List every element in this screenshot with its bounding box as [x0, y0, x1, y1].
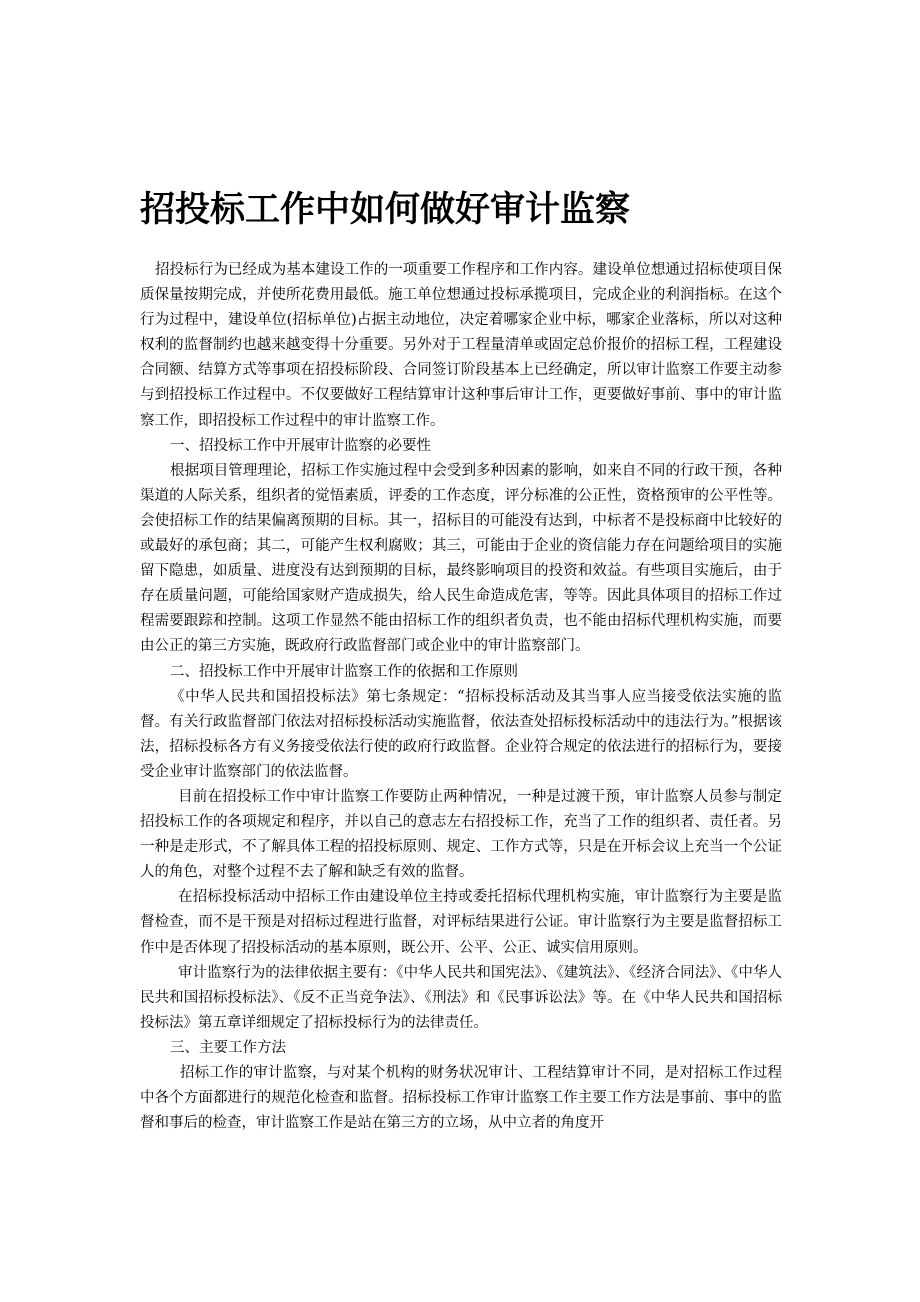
- document-title: 招投标工作中如何做好审计监察: [140, 189, 631, 230]
- paragraph-intro: 招投标行为已经成为基本建设工作的一项重要工作程序和工作内容。建设单位想通过招标使项目保质保量按期完成，并使所花费用最低。施工单位想通过投标承揽项目，完成企业的利润指标。在这个行为过程中，建设单位(招标单位)占据主动地位，决定着哪家企业中标，哪家企业落标，所以对这种权利的监督制约也越来越变得十分重要。另外对于工程量清单或固定总价报价的招标工程，工程建设合同额、结算方式等事项在招投标阶段、合同签订阶段基本上已经确定，所以审计监察工作要主动参与到招投标工作过程中。不仅要做好工程结算审计这种事后审计工作，更要做好事前、事中的审计监察工作，即招投标工作过程中的审计监察工作。: [140, 262, 782, 429]
- section-heading-3: 三、主要工作方法: [170, 1039, 286, 1056]
- document-body: [140, 258, 782, 1136]
- paragraph-supervision: 在招标投标活动中招标工作由建设单位主持或委托招标代理机构实施，审计监察行为主要是监督检查，而不是干预是对招标过程进行监督，对评标结果进行公证。审计监察行为主要是监督招标工作中是否体现了招投标活动的基本原则，既公开、公平、公正、诚实信用原则。: [140, 889, 782, 956]
- section-heading-2: 二、招投标工作中开展审计监察工作的依据和工作原则: [170, 663, 518, 680]
- paragraph-methods: 招标工作的审计监察，与对某个机构的财务状况审计、工程结算审计不同，是对招标工作过程中各个方面都进行的规范化检查和监督。招标投标工作审计监察工作主要工作方法是事前、事中的监督和事后的检查，审计监察工作是站在第三方的立场，从中立者的角度开: [140, 1065, 782, 1132]
- paragraph-necessity: 根据项目管理理论，招标工作实施过程中会受到多种因素的影响，如来自不同的行政干预，各种渠道的人际关系，组织者的觉悟素质，评委的工作态度，评分标准的公正性，资格预审的公平性等。会使招标工作的结果偏离预期的目标。其一，招标目的可能没有达到，中标者不是投标商中比较好的或最好的承包商；其二，可能产生权利腐败；其三，可能由于企业的资信能力存在问题给项目的实施留下隐患，如质量、进度没有达到预期的目标，最终影响项目的投资和效益。有些项目实施后，由于存在质量问题，可能给国家财产造成损失，给人民生命造成危害，等等。因此具体项目的招标工作过程需要跟踪和控制。这项工作显然不能由招标工作的组织者负责，也不能由招标代理机构实施，而要由公正的第三方实施，既政府行政监督部门或企业中的审计监察部门。: [140, 462, 782, 655]
- paragraph-two-situations: 目前在招投标工作中审计监察工作要防止两种情况，一种是过渡干预，审计监察人员参与制定招投标工作的各项规定和程序，并以自己的意志左右招投标工作，充当了工作的组织者、责任者。另一种是走形式，不了解具体工程的招投标原则、规定、工作方式等，只是在开标会议上充当一个公证人的角色，对整个过程不去了解和缺乏有效的监督。: [140, 788, 782, 881]
- paragraph-law-article: 《中华人民共和国招投标法》第七条规定：“招标投标活动及其当事人应当接受依法实施的监督。有关行政监督部门依法对招标投标活动实施监督，依法查处招标投标活动中的违法行为。”根据该法，招标投标各方有义务接受依法行使的政府行政监督。企业符合规定的依法进行的招标行为，要接受企业审计监察部门的依法监督。: [140, 688, 782, 780]
- paragraph-legal-basis: 审计监察行为的法律依据主要有：《中华人民共和国宪法》、《建筑法》、《经济合同法》、《中华人民共和国招标投标法》、《反不正当竞争法》、《刑法》和《民事诉讼法》等。在《中华人民共和国招标投标法》第五章详细规定了招标投标行为的法律责任。: [140, 964, 782, 1031]
- section-heading-1: 一、招投标工作中开展审计监察的必要性: [170, 437, 431, 454]
